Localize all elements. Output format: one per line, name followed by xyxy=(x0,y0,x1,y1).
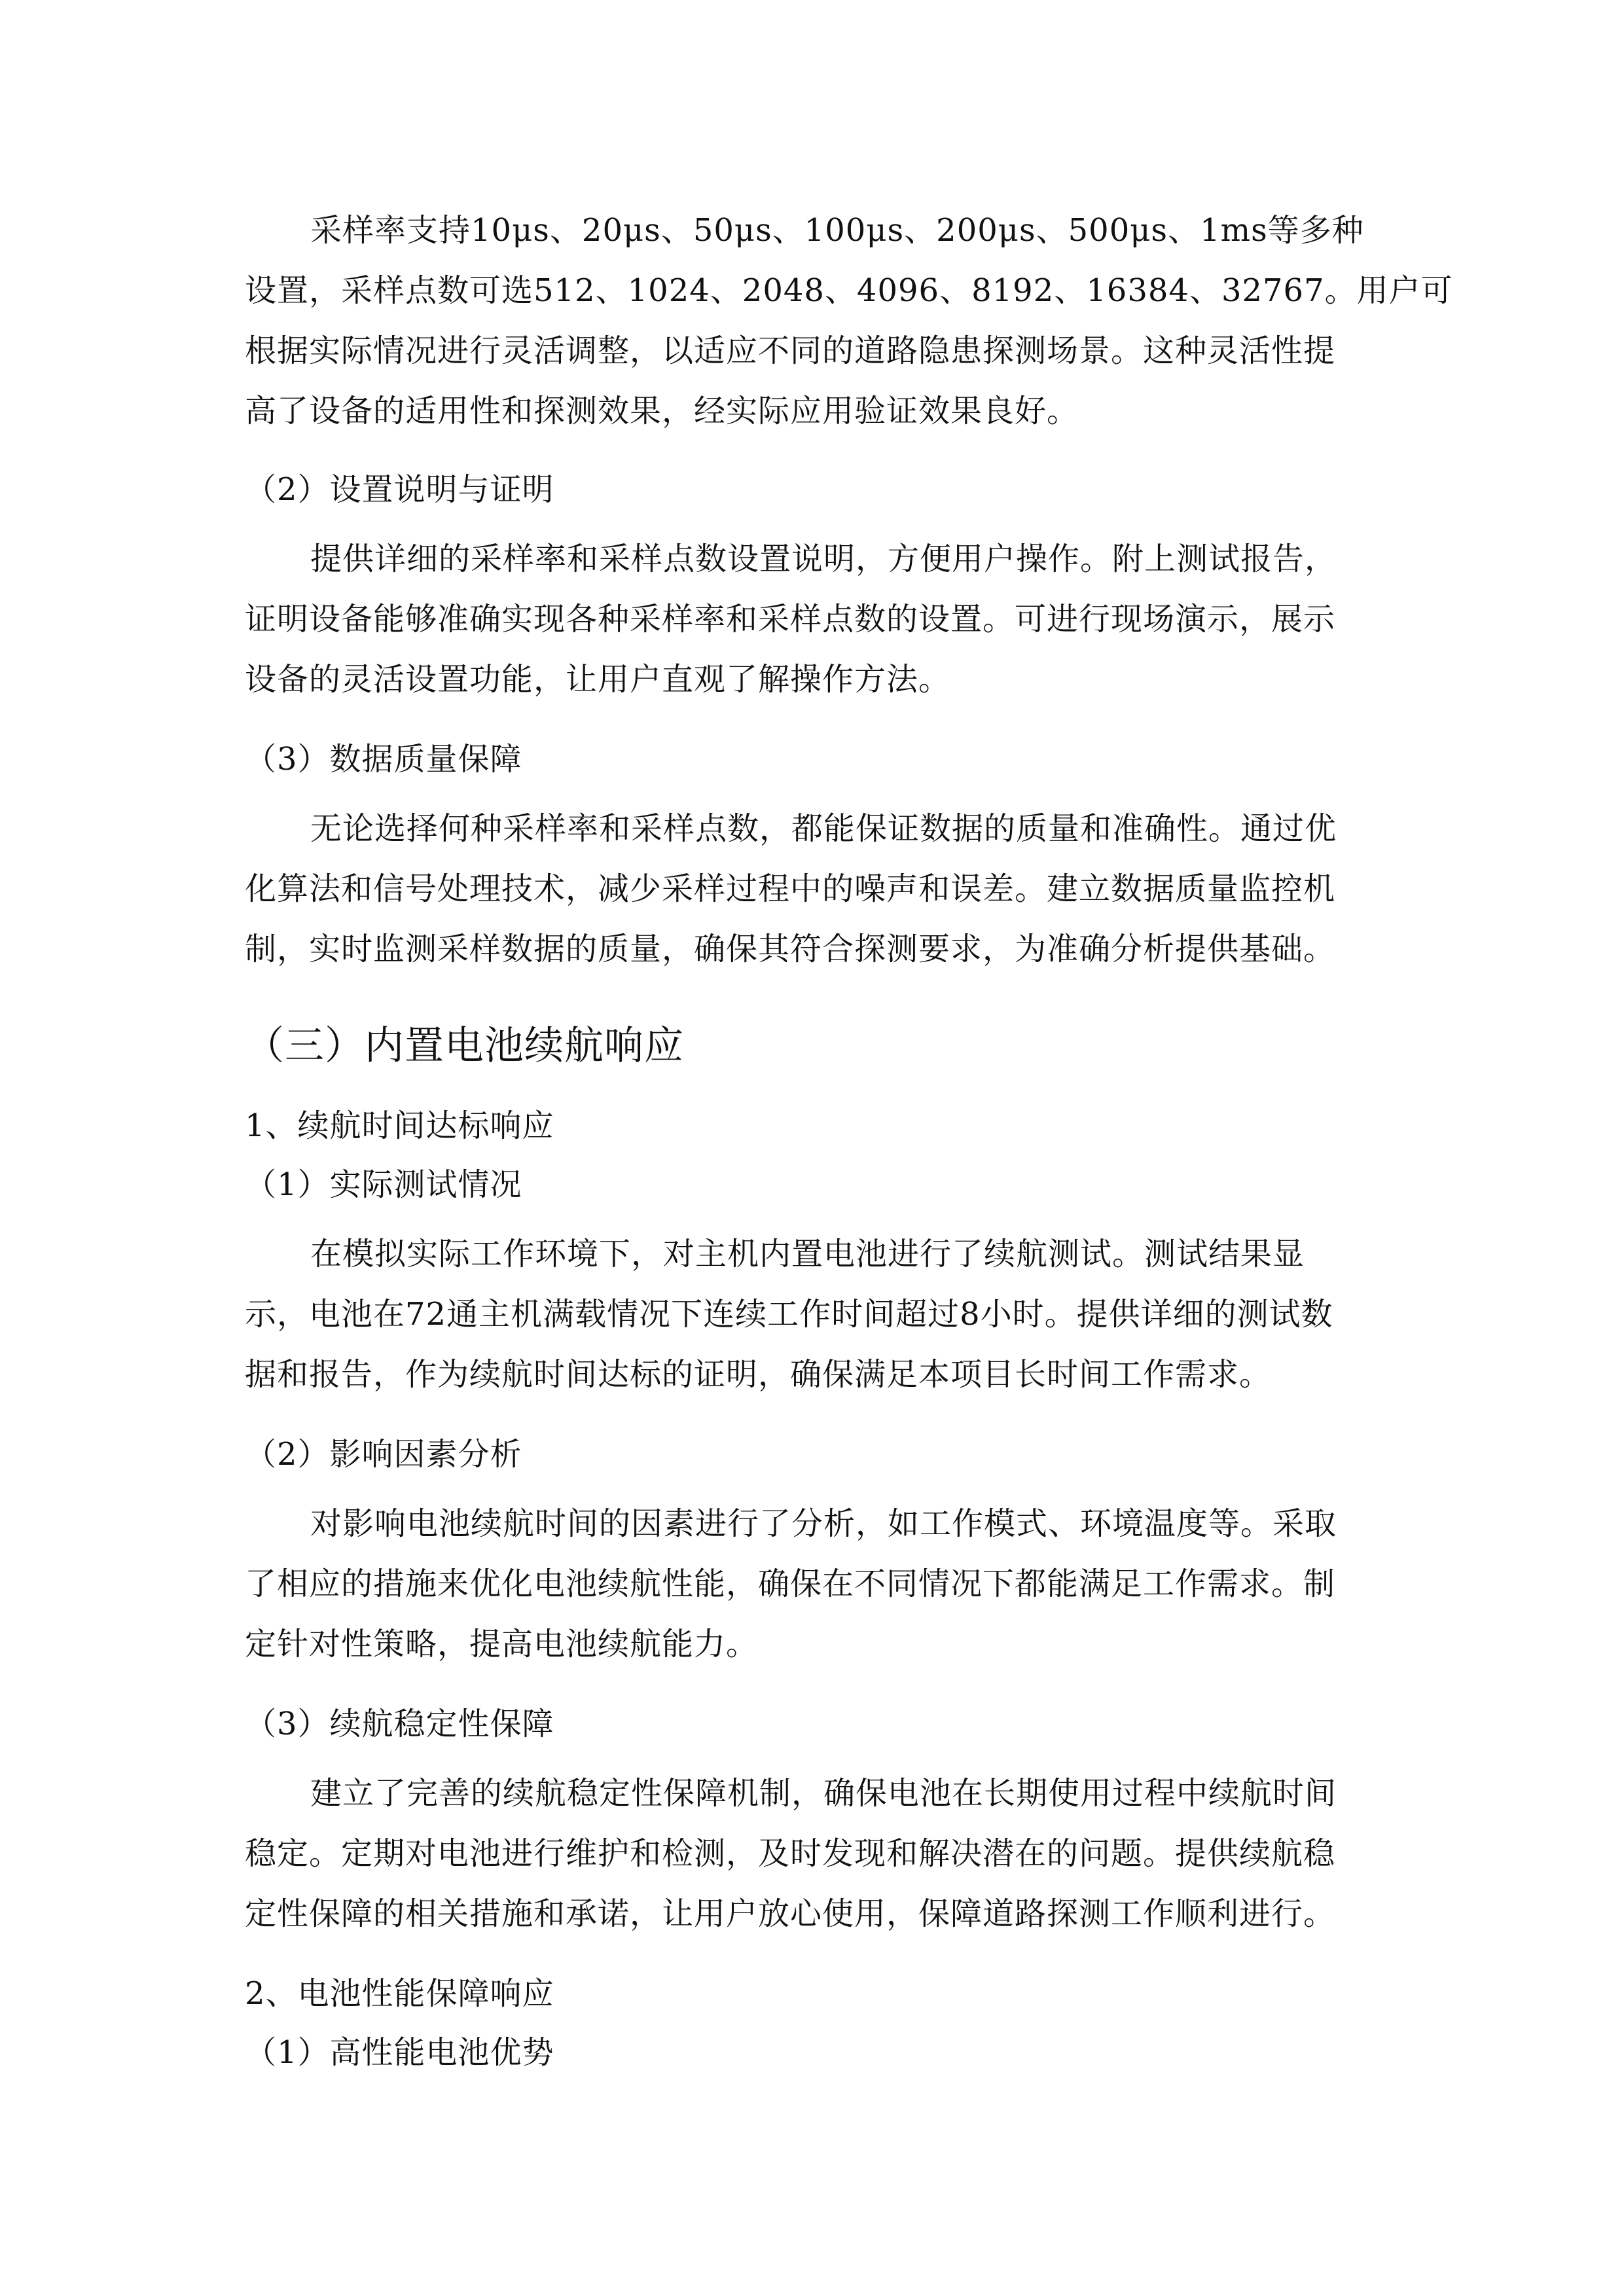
subheading-high-performance-battery: （1）高性能电池优势 xyxy=(245,2034,554,2071)
body-line: 制，实时监测采样数据的质量，确保其符合探测要求，为准确分析提供基础。 xyxy=(245,931,1336,967)
body-line: 在模拟实际工作环境下，对主机内置电池进行了续航测试。测试结果显 xyxy=(310,1236,1305,1272)
body-line: 设置，采样点数可选512、1024、2048、4096、8192、16384、32767。用户可 xyxy=(245,272,1453,309)
subheading-settings-description: （2）设置说明与证明 xyxy=(245,471,554,508)
subheading-battery-performance: 2、电池性能保障响应 xyxy=(245,1975,554,2012)
body-line: 证明设备能够准确实现各种采样率和采样点数的设置。可进行现场演示，展示 xyxy=(245,601,1336,637)
body-line: 定性保障的相关措施和承诺，让用户放心使用，保障道路探测工作顺利进行。 xyxy=(245,1895,1336,1932)
body-line: 建立了完善的续航稳定性保障机制，确保电池在长期使用过程中续航时间 xyxy=(310,1775,1337,1812)
subheading-factor-analysis: （2）影响因素分析 xyxy=(245,1436,522,1473)
body-line: 无论选择何种采样率和采样点数，都能保证数据的质量和准确性。通过优 xyxy=(310,810,1337,847)
body-line: 对影响电池续航时间的因素进行了分析，如工作模式、环境温度等。采取 xyxy=(310,1505,1337,1542)
body-line: 据和报告，作为续航时间达标的证明，确保满足本项目长时间工作需求。 xyxy=(245,1356,1272,1393)
body-line: 化算法和信号处理技术，减少采样过程中的噪声和误差。建立数据质量监控机 xyxy=(245,870,1336,907)
body-line: 了相应的措施来优化电池续航性能，确保在不同情况下都能满足工作需求。制 xyxy=(245,1566,1336,1602)
section-heading-battery: （三）内置电池续航响应 xyxy=(245,1023,684,1069)
subheading-data-quality: （3）数据质量保障 xyxy=(245,741,522,778)
body-line: 定针对性策略，提高电池续航能力。 xyxy=(245,1626,759,1662)
body-line: 采样率支持10μs、20μs、50μs、100μs、200μs、500μs、1ms等多种 xyxy=(310,212,1364,249)
subheading-endurance-time: 1、续航时间达标响应 xyxy=(245,1107,554,1144)
body-line: 根据实际情况进行灵活调整，以适应不同的道路隐患探测场景。这种灵活性提 xyxy=(245,332,1336,369)
body-line: 高了设备的适用性和探测效果，经实际应用验证效果良好。 xyxy=(245,393,1079,429)
body-line: 设备的灵活设置功能，让用户直观了解操作方法。 xyxy=(245,661,951,698)
subheading-endurance-stability: （3）续航稳定性保障 xyxy=(245,1706,554,1742)
subheading-actual-test: （1）实际测试情况 xyxy=(245,1166,522,1203)
body-line: 示，电池在72通主机满载情况下连续工作时间超过8小时。提供详细的测试数 xyxy=(245,1296,1333,1333)
body-line: 提供详细的采样率和采样点数设置说明，方便用户操作。附上测试报告， xyxy=(310,541,1337,577)
body-line: 稳定。定期对电池进行维护和检测，及时发现和解决潜在的问题。提供续航稳 xyxy=(245,1835,1336,1872)
